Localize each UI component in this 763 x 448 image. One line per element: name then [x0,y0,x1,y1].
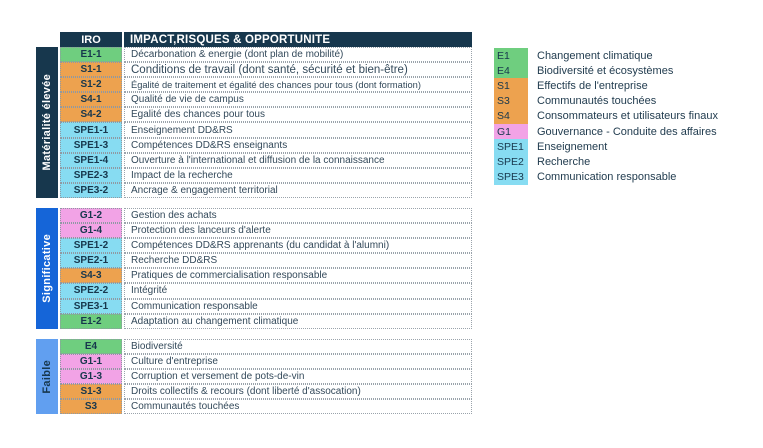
legend-item [494,139,718,154]
iro-description-cell: Gestion des achats [124,208,472,223]
iro-description-cell: Conditions de travail (dont santé, sécurité et bien-être) [124,62,472,77]
iro-description-cell: Impact de la recherche [124,168,472,183]
materiality-section-significative [36,208,472,329]
table-row [60,47,472,62]
iro-code-cell: SPE3-2 [60,183,122,198]
iro-code-cell: S4-2 [60,107,122,122]
table-row [60,122,472,137]
iro-description-cell: Compétences DD&RS enseignants [124,138,472,153]
legend-item [494,124,718,139]
materiality-level-bar [36,208,58,329]
legend-item-label: Gouvernance - Conduite des affaires [537,125,717,138]
table-row [60,339,472,354]
table-row [60,369,472,384]
legend-item-label: Enseignement [537,140,608,153]
table-row [60,183,472,198]
table-row [60,208,472,223]
iro-description-cell: Enseignement DD&RS [124,122,472,137]
legend-item [494,63,718,78]
table-row [60,238,472,253]
legend-item-label: Communication responsable [537,171,677,184]
materiality-section-elevee [36,47,472,198]
legend-item [494,48,718,63]
table-sections [36,47,472,414]
iro-code-cell: G1-3 [60,369,122,384]
legend-color-chip: G1 [494,124,528,139]
iro-description-cell: Droits collectifs & recours (dont liberté d'assocation) [124,384,472,399]
table-row [60,62,472,77]
iro-code-cell: G1-4 [60,223,122,238]
iro-description-cell: Communautés touchées [124,399,472,414]
table-row [60,138,472,153]
iro-description-cell: Adaptation au changement climatique [124,314,472,329]
iro-description-cell: Compétences DD&RS apprenants (du candidat à l'alumni) [124,238,472,253]
legend-item-label: Changement climatique [537,49,653,62]
table-row [60,107,472,122]
legend-item [494,154,718,169]
iro-code-cell: S1-2 [60,77,122,92]
section-rows [60,208,472,329]
iro-code-cell: SPE2-3 [60,168,122,183]
impact-column-header: IMPACT,RISQUES & OPPORTUNITE [124,32,472,47]
iro-description-cell: Recherche DD&RS [124,253,472,268]
iro-code-cell: G1-2 [60,208,122,223]
legend-item-label: Recherche [537,155,591,168]
legend-color-chip: SPE3 [494,170,528,185]
section-rows [60,339,472,414]
legend-item-label: Biodiversité et écosystèmes [537,64,674,77]
legend-color-chip: S1 [494,78,528,93]
table-row [60,299,472,314]
iro-description-cell: Ouverture à l'international et diffusion de la connaissance [124,153,472,168]
legend-item-label: Consommateurs et utilisateurs finaux [537,110,718,123]
materiality-table [36,32,472,414]
table-row [60,399,472,414]
iro-code-cell: SPE3-1 [60,299,122,314]
iro-code-cell: E1-2 [60,314,122,329]
iro-description-cell: Protection des lanceurs d'alerte [124,223,472,238]
iro-description-cell: Biodiversité [124,339,472,354]
iro-code-cell: S4-3 [60,268,122,283]
iro-description-cell: Culture d'entreprise [124,354,472,369]
iro-description-cell: Ancrage & engagement territorial [124,183,472,198]
iro-code-cell: S1-3 [60,384,122,399]
iro-code-cell: SPE1-3 [60,138,122,153]
table-row [60,268,472,283]
legend-item [494,109,718,124]
iro-description-cell: Communication responsable [124,299,472,314]
table-row [60,92,472,107]
iro-description-cell: Corruption et versement de pots-de-vin [124,369,472,384]
legend-item-label: Effectifs de l'entreprise [537,79,648,92]
iro-description-cell: Décarbonation & energie (dont plan de mobilité) [124,47,472,62]
legend-item [494,94,718,109]
legend-item [494,78,718,93]
legend-item-label: Communautés touchées [537,95,657,108]
iro-description-cell: Egalité des chances pour tous [124,107,472,122]
iro-code-cell: S4-1 [60,92,122,107]
legend-color-chip: SPE1 [494,139,528,154]
legend-color-chip: SPE2 [494,154,528,169]
iro-code-cell: S1-1 [60,62,122,77]
table-row [60,283,472,298]
iro-code-cell: S3 [60,399,122,414]
iro-description-cell: Intégrité [124,283,472,298]
table-row [60,354,472,369]
materiality-level-label: Significative [41,233,53,303]
legend-color-chip: S4 [494,109,528,124]
table-row [60,223,472,238]
materiality-section-faible [36,339,472,414]
iro-description-cell: Qualité de vie de campus [124,92,472,107]
materiality-level-bar [36,339,58,414]
materiality-level-label: Matérialité élevée [41,74,53,171]
table-row [60,77,472,92]
iro-column-header: IRO [60,32,122,47]
legend [494,48,718,185]
materiality-level-label: Faible [41,359,53,394]
iro-code-cell: SPE2-1 [60,253,122,268]
legend-color-chip: E4 [494,63,528,78]
table-row [60,168,472,183]
iro-code-cell: SPE2-2 [60,283,122,298]
materiality-level-bar [36,47,58,198]
legend-color-chip: S3 [494,94,528,109]
iro-code-cell: SPE1-1 [60,122,122,137]
iro-code-cell: E4 [60,339,122,354]
section-rows [60,47,472,198]
iro-code-cell: G1-1 [60,354,122,369]
table-row [60,153,472,168]
iro-code-cell: E1-1 [60,47,122,62]
iro-description-cell: Égalité de traitement et égalité des chances pour tous (dont formation) [124,77,472,92]
table-row [60,384,472,399]
iro-code-cell: SPE1-4 [60,153,122,168]
legend-color-chip: E1 [494,48,528,63]
table-row [60,314,472,329]
iro-code-cell: SPE1-2 [60,238,122,253]
legend-item [494,170,718,185]
table-row [60,253,472,268]
iro-description-cell: Pratiques de commercialisation responsable [124,268,472,283]
table-header-row [60,32,472,47]
